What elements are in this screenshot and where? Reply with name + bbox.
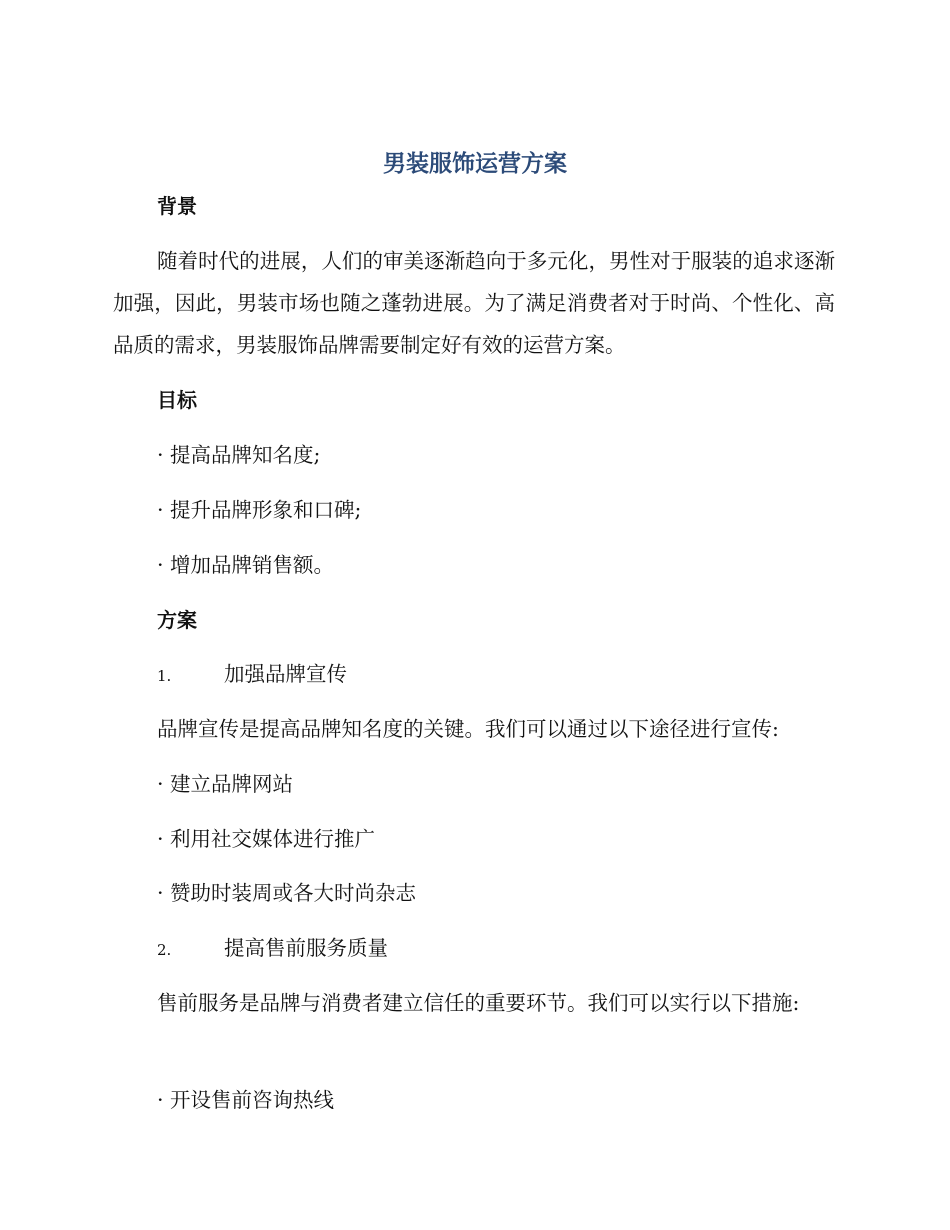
step-1-intro: 品牌宣传是提高品牌知名度的关键。我们可以通过以下途径进行宣传: [157,717,779,741]
page-title: 男装服饰运营方案 [383,151,567,177]
step-title: 加强品牌宣传 [224,662,347,686]
step-title: 提高售前服务质量 [224,936,388,960]
section-heading-goals: 目标 [157,388,197,412]
goal-item: · 提升品牌形象和口碑; [157,498,362,522]
list-item: · 建立品牌网站 [157,772,294,796]
list-item: · 开设售前咨询热线 [157,1088,335,1112]
plan-step-2 [157,934,388,964]
step-number: 1. [157,667,172,685]
goal-item: · 增加品牌销售额。 [157,553,335,577]
step-2-intro: 售前服务是品牌与消费者建立信任的重要环节。我们可以实行以下措施: [157,991,800,1015]
goal-item: · 提高品牌知名度; [157,443,321,467]
step-number: 2. [157,941,172,959]
section-heading-plan: 方案 [157,608,197,632]
plan-step-1 [157,660,347,690]
background-paragraph: 随着时代的进展，人们的审美逐渐趋向于多元化，男性对于服装的追求逐渐加强，因此，男装市场也随之蓬勃进展。为了满足消费者对于时尚、个性化、高品质的需求，男装服饰品牌需要制定好有效的运营方案。 [113,249,835,357]
list-item: · 利用社交媒体进行推广 [157,827,376,851]
section-heading-background: 背景 [157,194,197,218]
list-item: · 赞助时装周或各大时尚杂志 [157,881,417,905]
